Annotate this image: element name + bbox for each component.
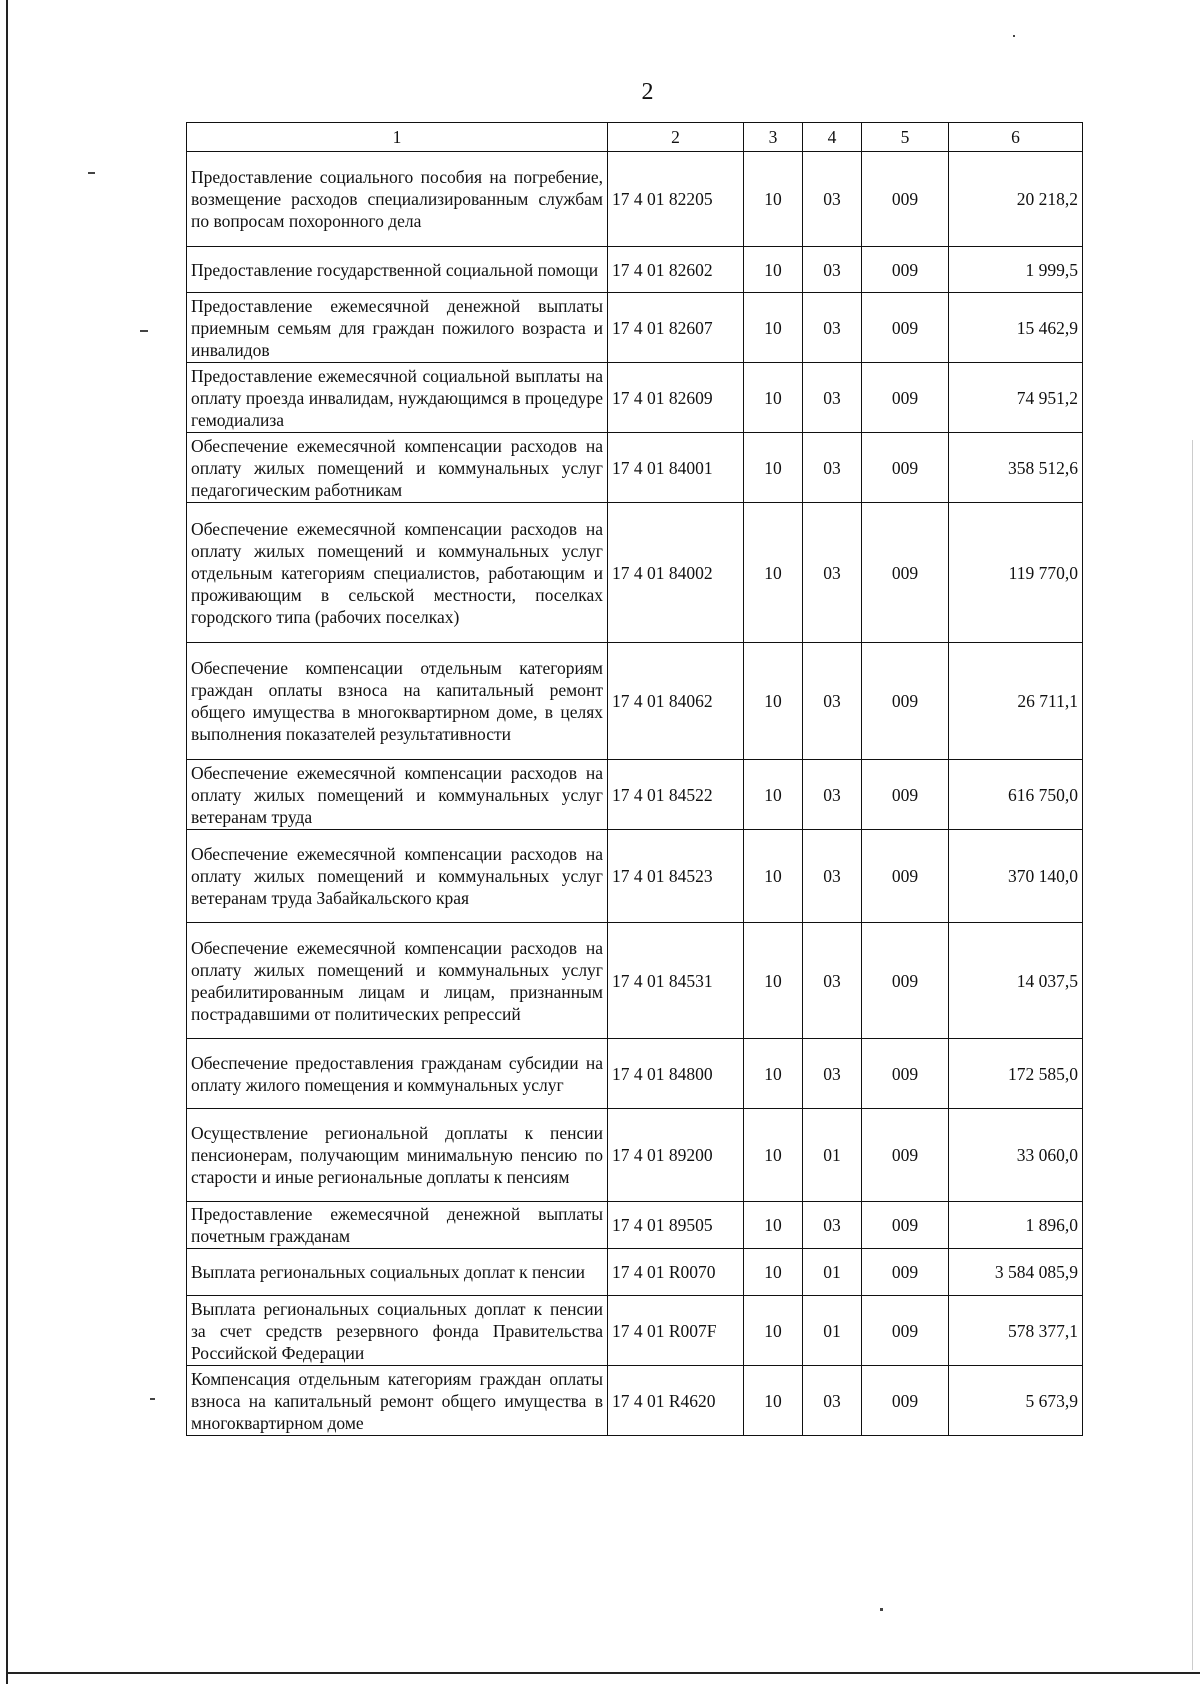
table-row: [187, 1202, 1083, 1249]
row-code: 17 4 01 R0070: [608, 1249, 744, 1296]
row-code: 17 4 01 R007F: [608, 1296, 744, 1366]
scan-speck: [140, 330, 148, 332]
row-code: 17 4 01 82609: [608, 363, 744, 433]
row-code: 17 4 01 84522: [608, 760, 744, 830]
page-edge-bottom: [6, 1672, 1200, 1674]
row-group: 009: [862, 923, 949, 1039]
row-name: Предоставление ежемесячной денежной выплаты приемным семьям для граждан пожилого возраста и инвалидов: [187, 293, 608, 363]
row-name: Выплата региональных социальных доплат к пенсии: [187, 1249, 608, 1296]
row-section: 10: [744, 433, 803, 503]
row-section: 10: [744, 503, 803, 643]
row-section: 10: [744, 1249, 803, 1296]
row-group: 009: [862, 503, 949, 643]
row-name: Обеспечение компенсации отдельным категориям граждан оплаты взноса на капитальный ремонт общего имущества в многоквартирном доме, в целях выполнения показателей результативности: [187, 643, 608, 760]
scan-speck: [88, 172, 95, 174]
row-section: 10: [744, 293, 803, 363]
row-subsection: 03: [803, 293, 862, 363]
row-subsection: 03: [803, 1202, 862, 1249]
row-section: 10: [744, 363, 803, 433]
row-subsection: 03: [803, 152, 862, 247]
page-number: 2: [641, 79, 654, 105]
header-col-6: 6: [949, 123, 1083, 152]
header-col-4: 4: [803, 123, 862, 152]
row-code: 17 4 01 82602: [608, 247, 744, 293]
table-row: [187, 923, 1083, 1039]
row-name: Выплата региональных социальных доплат к пенсии за счет средств резервного фонда Правительства Российской Федерации: [187, 1296, 608, 1366]
row-section: 10: [744, 1296, 803, 1366]
row-group: 009: [862, 1249, 949, 1296]
header-col-5: 5: [862, 123, 949, 152]
row-name: Обеспечение ежемесячной компенсации расходов на оплату жилых помещений и коммунальных услуг ветеранам труда: [187, 760, 608, 830]
table-row: [187, 152, 1083, 247]
row-amount: 15 462,9: [949, 293, 1083, 363]
row-amount: 1 896,0: [949, 1202, 1083, 1249]
row-name: Обеспечение ежемесячной компенсации расходов на оплату жилых помещений и коммунальных услуг отдельным категориям специалистов, работающим и проживающим в сельской местности, поселках городского типа (рабочих поселках): [187, 503, 608, 643]
row-name: Обеспечение ежемесячной компенсации расходов на оплату жилых помещений и коммунальных услуг ветеранам труда Забайкальского края: [187, 830, 608, 923]
row-subsection: 03: [803, 830, 862, 923]
row-group: 009: [862, 760, 949, 830]
row-group: 009: [862, 830, 949, 923]
row-group: 009: [862, 433, 949, 503]
row-amount: 74 951,2: [949, 363, 1083, 433]
page-edge-left: [6, 0, 8, 1684]
table-header-row: [187, 123, 1083, 152]
table-row: [187, 1039, 1083, 1109]
row-section: 10: [744, 643, 803, 760]
row-name: Обеспечение предоставления гражданам субсидии на оплату жилого помещения и коммунальных услуг: [187, 1039, 608, 1109]
row-group: 009: [862, 1366, 949, 1436]
row-amount: 3 584 085,9: [949, 1249, 1083, 1296]
row-amount: 616 750,0: [949, 760, 1083, 830]
row-code: 17 4 01 84800: [608, 1039, 744, 1109]
row-section: 10: [744, 830, 803, 923]
row-section: 10: [744, 247, 803, 293]
row-code: 17 4 01 82607: [608, 293, 744, 363]
row-section: 10: [744, 1109, 803, 1202]
row-code: 17 4 01 84523: [608, 830, 744, 923]
row-section: 10: [744, 152, 803, 247]
row-amount: 172 585,0: [949, 1039, 1083, 1109]
row-subsection: 01: [803, 1109, 862, 1202]
row-subsection: 03: [803, 1039, 862, 1109]
row-name: Предоставление ежемесячной денежной выплаты почетным гражданам: [187, 1202, 608, 1249]
row-amount: 1 999,5: [949, 247, 1083, 293]
table-row: [187, 363, 1083, 433]
table-row: [187, 247, 1083, 293]
row-code: 17 4 01 84531: [608, 923, 744, 1039]
row-code: 17 4 01 84062: [608, 643, 744, 760]
row-code: 17 4 01 89200: [608, 1109, 744, 1202]
row-group: 009: [862, 363, 949, 433]
scan-speck: [150, 1398, 155, 1400]
row-subsection: 03: [803, 760, 862, 830]
row-amount: 578 377,1: [949, 1296, 1083, 1366]
row-section: 10: [744, 923, 803, 1039]
scan-speck: [1013, 35, 1015, 37]
table-row: [187, 760, 1083, 830]
row-amount: 358 512,6: [949, 433, 1083, 503]
row-subsection: 03: [803, 363, 862, 433]
row-group: 009: [862, 293, 949, 363]
row-name: Компенсация отдельным категориям граждан оплаты взноса на капитальный ремонт общего имущества в многоквартирном доме: [187, 1366, 608, 1436]
table-row: [187, 503, 1083, 643]
row-amount: 26 711,1: [949, 643, 1083, 760]
row-name: Предоставление социального пособия на погребение, возмещение расходов специализированным службам по вопросам похоронного дела: [187, 152, 608, 247]
row-group: 009: [862, 1109, 949, 1202]
row-subsection: 01: [803, 1296, 862, 1366]
row-amount: 14 037,5: [949, 923, 1083, 1039]
row-group: 009: [862, 1039, 949, 1109]
table-row: [187, 1109, 1083, 1202]
row-code: 17 4 01 84001: [608, 433, 744, 503]
row-name: Обеспечение ежемесячной компенсации расходов на оплату жилых помещений и коммунальных услуг педагогическим работникам: [187, 433, 608, 503]
table-row: [187, 1249, 1083, 1296]
row-group: 009: [862, 643, 949, 760]
table-row: [187, 293, 1083, 363]
row-section: 10: [744, 1039, 803, 1109]
row-name: Обеспечение ежемесячной компенсации расходов на оплату жилых помещений и коммунальных услуг реабилитированным лицам и лицам, признанным пострадавшими от политических репрессий: [187, 923, 608, 1039]
budget-table: [186, 122, 1083, 1436]
row-amount: 370 140,0: [949, 830, 1083, 923]
row-subsection: 03: [803, 503, 862, 643]
row-subsection: 03: [803, 923, 862, 1039]
row-amount: 119 770,0: [949, 503, 1083, 643]
row-code: 17 4 01 82205: [608, 152, 744, 247]
table-row: [187, 1366, 1083, 1436]
row-group: 009: [862, 152, 949, 247]
table-row: [187, 643, 1083, 760]
row-name: Предоставление государственной социальной помощи: [187, 247, 608, 293]
row-group: 009: [862, 247, 949, 293]
row-code: 17 4 01 R4620: [608, 1366, 744, 1436]
row-subsection: 03: [803, 643, 862, 760]
scan-speck: [880, 1608, 883, 1611]
table-row: [187, 433, 1083, 503]
row-section: 10: [744, 1202, 803, 1249]
row-code: 17 4 01 89505: [608, 1202, 744, 1249]
header-col-1: 1: [187, 123, 608, 152]
row-name: Осуществление региональной доплаты к пенсии пенсионерам, получающим минимальную пенсию по старости и иные региональные доплаты к пенсиям: [187, 1109, 608, 1202]
row-subsection: 03: [803, 1366, 862, 1436]
table-row: [187, 830, 1083, 923]
row-code: 17 4 01 84002: [608, 503, 744, 643]
row-subsection: 03: [803, 247, 862, 293]
row-amount: 5 673,9: [949, 1366, 1083, 1436]
row-group: 009: [862, 1296, 949, 1366]
row-amount: 33 060,0: [949, 1109, 1083, 1202]
header-col-2: 2: [608, 123, 744, 152]
row-section: 10: [744, 1366, 803, 1436]
page-edge-right: [1192, 440, 1193, 1670]
row-name: Предоставление ежемесячной социальной выплаты на оплату проезда инвалидам, нуждающимся в процедуре гемодиализа: [187, 363, 608, 433]
table-row: [187, 1296, 1083, 1366]
row-subsection: 03: [803, 433, 862, 503]
row-subsection: 01: [803, 1249, 862, 1296]
row-section: 10: [744, 760, 803, 830]
header-col-3: 3: [744, 123, 803, 152]
row-amount: 20 218,2: [949, 152, 1083, 247]
row-group: 009: [862, 1202, 949, 1249]
